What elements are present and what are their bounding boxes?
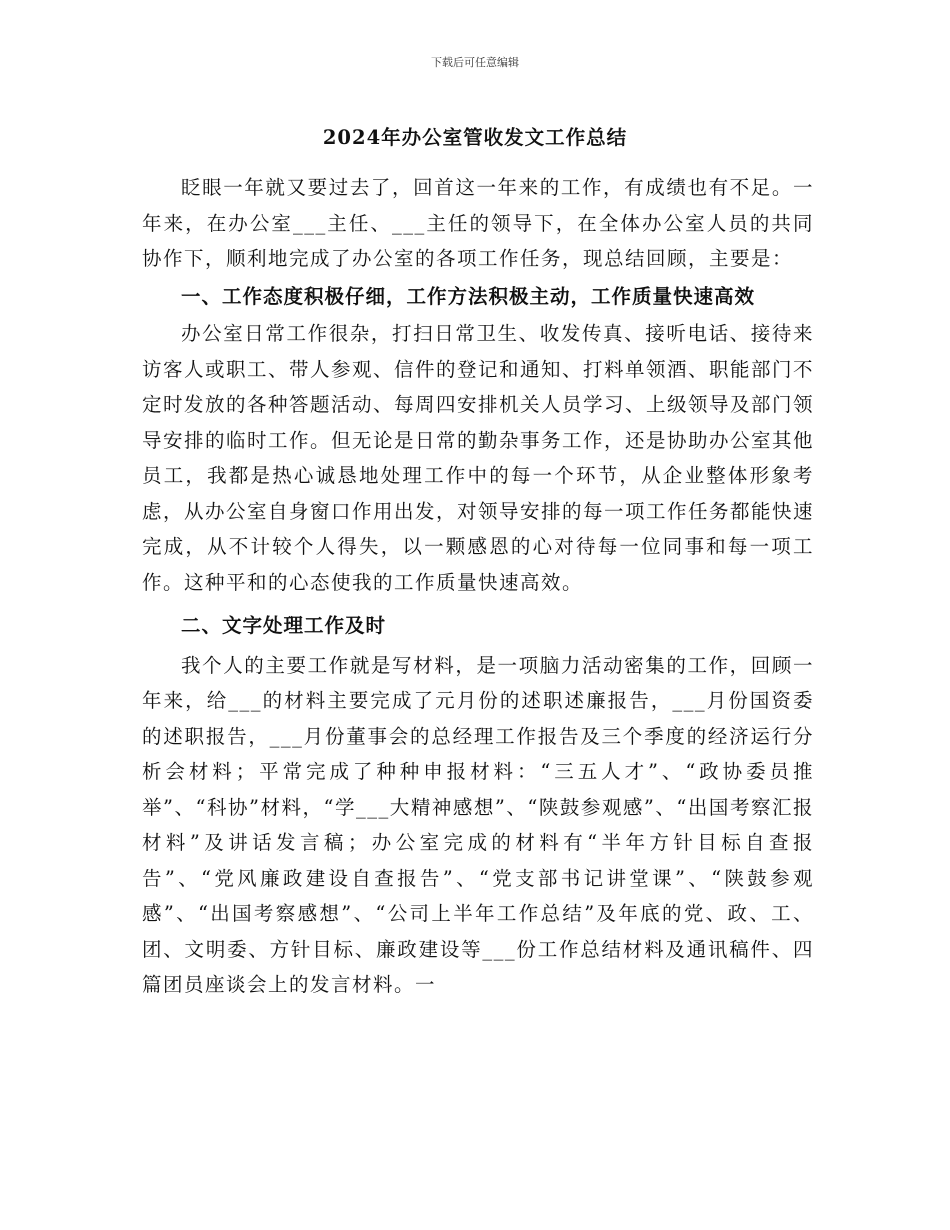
document-title: 2024年办公室管收发文工作总结 (322, 126, 628, 149)
section-1-paragraph: 办公室日常工作很杂，打扫日常卫生、收发传真、接听电话、接待来访客人或职工、带人参观、信件的登记和通知、打料单领酒、职能部门不定时发放的各种答题活动、每周四安排机关人员学习、上级领导及部门领导安排的临时工作。但无论是日常的勤杂事务工作，还是协助办公室其他员工，我都是热心诚恳地处理工作中的每一个环节，从企业整体形象考虑，从办公室自身窗口作用出发，对领导安排的每一项工作任务都能快速完成，从不计较个人得失，以一颗感恩的心对待每一位同事和每一项工作。这种平和的心态使我的工作质量快速高效。 (142, 322, 815, 594)
section-2-heading: 二、文字处理工作及时 (181, 614, 387, 637)
section-1-heading: 一、工作态度积极仔细，工作方法积极主动，工作质量快速高效 (181, 284, 756, 308)
intro-paragraph: 眨眼一年就又要过去了，回首这一年来的工作，有成绩也有不足。一年来，在办公室___主任、___主任的领导下，在全体办公室人员的共同协作下，顺利地完成了办公室的各项工作任务，现总结回顾，主要是： (142, 176, 814, 270)
header-note: 下载后可任意编辑 (431, 56, 519, 69)
section-2-paragraph: 我个人的主要工作就是写材料，是一项脑力活动密集的工作，回顾一年来，给___的材料主要完成了元月份的述职述廉报告，___月份国资委的述职报告，___月份董事会的总经理工作报告及三个季度的经济运行分析会材料；平常完成了种种申报材料：“三五人才”、“政协委员推举”、“科协”材料，“学___大精神感想”、“陕鼓参观感”、“出国考察汇报材料”及讲话发言稿；办公室完成的材料有“半年方针目标自查报告”、“党风廉政建设自查报告”、“党支部书记讲堂课”、“陕鼓参观感”、“出国考察感想”、“公司上半年工作总结”及年底的党、政、工、团、文明委、方针目标、廉政建设等___份工作总结材料及通讯稿件、四篇团员座谈会上的发言材料。一 (142, 653, 814, 996)
document-body (142, 170, 814, 1003)
